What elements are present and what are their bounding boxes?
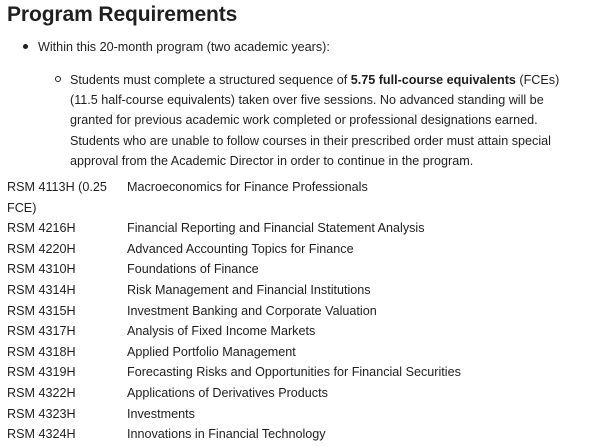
- course-row: [7, 321, 587, 342]
- course-row: [7, 404, 587, 425]
- course-title: Analysis of Fixed Income Markets: [127, 324, 316, 339]
- program-duration-bullet: [23, 37, 583, 57]
- course-title: Financial Reporting and Financial Statement Analysis: [127, 221, 425, 236]
- course-equivalents-text: [70, 70, 587, 171]
- course-code: RSM 4317H: [7, 324, 76, 339]
- course-title: Investment Banking and Corporate Valuation: [127, 303, 377, 318]
- course-row: [7, 301, 587, 322]
- course-code: RSM 4310H: [7, 262, 76, 277]
- course-title: Advanced Accounting Topics for Finance: [127, 241, 354, 256]
- course-code: RSM 4315H: [7, 303, 76, 318]
- course-title: Applications of Derivatives Products: [127, 385, 328, 400]
- course-row: [7, 177, 587, 218]
- course-code: RSM 4324H: [7, 427, 76, 442]
- course-title: Foundations of Finance: [127, 262, 259, 277]
- course-code: RSM 4322H: [7, 385, 76, 400]
- course-code: RSM 4220H: [7, 241, 76, 256]
- course-row: [7, 280, 587, 301]
- course-row: [7, 259, 587, 280]
- course-code: RSM 4113H (0.25 FCE): [7, 180, 107, 215]
- course-code: RSM 4216H: [7, 221, 76, 236]
- course-code: RSM 4323H: [7, 406, 76, 421]
- course-row: [7, 383, 587, 404]
- course-row: [7, 362, 587, 383]
- requirement-text-rest: (FCEs) (11.5 half-course equivalents) taken over five sessions. No advanced standing will be granted for previous academic work completed or professional designations earned. Students who are unable to follow courses in their prescribed order must attain special approval from the Academic Director in order to continue in the program.: [70, 73, 560, 168]
- fce-total-bold: 5.75 full-course equivalents: [350, 73, 516, 87]
- course-title: Macroeconomics for Finance Professionals: [127, 180, 368, 194]
- course-title: Applied Portfolio Management: [127, 344, 296, 359]
- page-title: Program Requirements: [7, 3, 238, 26]
- disc-bullet-icon: [23, 44, 28, 49]
- course-row: [7, 239, 587, 260]
- course-title: Risk Management and Financial Institutions: [127, 282, 371, 297]
- course-equivalents-bullet: [55, 70, 587, 171]
- course-row: [7, 424, 587, 445]
- course-title: Forecasting Risks and Opportunities for Financial Securities: [127, 365, 461, 380]
- circle-bullet-icon: [55, 76, 61, 82]
- course-row: [7, 342, 587, 363]
- course-code: RSM 4318H: [7, 344, 76, 359]
- course-title: Innovations in Financial Technology: [127, 427, 326, 442]
- course-code: RSM 4319H: [7, 365, 76, 380]
- course-code: RSM 4314H: [7, 282, 76, 297]
- course-row: [7, 218, 587, 239]
- requirement-text-start: Students must complete a structured sequence of: [70, 73, 351, 87]
- program-duration-text: Within this 20-month program (two academic years):: [38, 40, 330, 54]
- course-list: [7, 177, 587, 445]
- course-title: Investments: [127, 406, 195, 421]
